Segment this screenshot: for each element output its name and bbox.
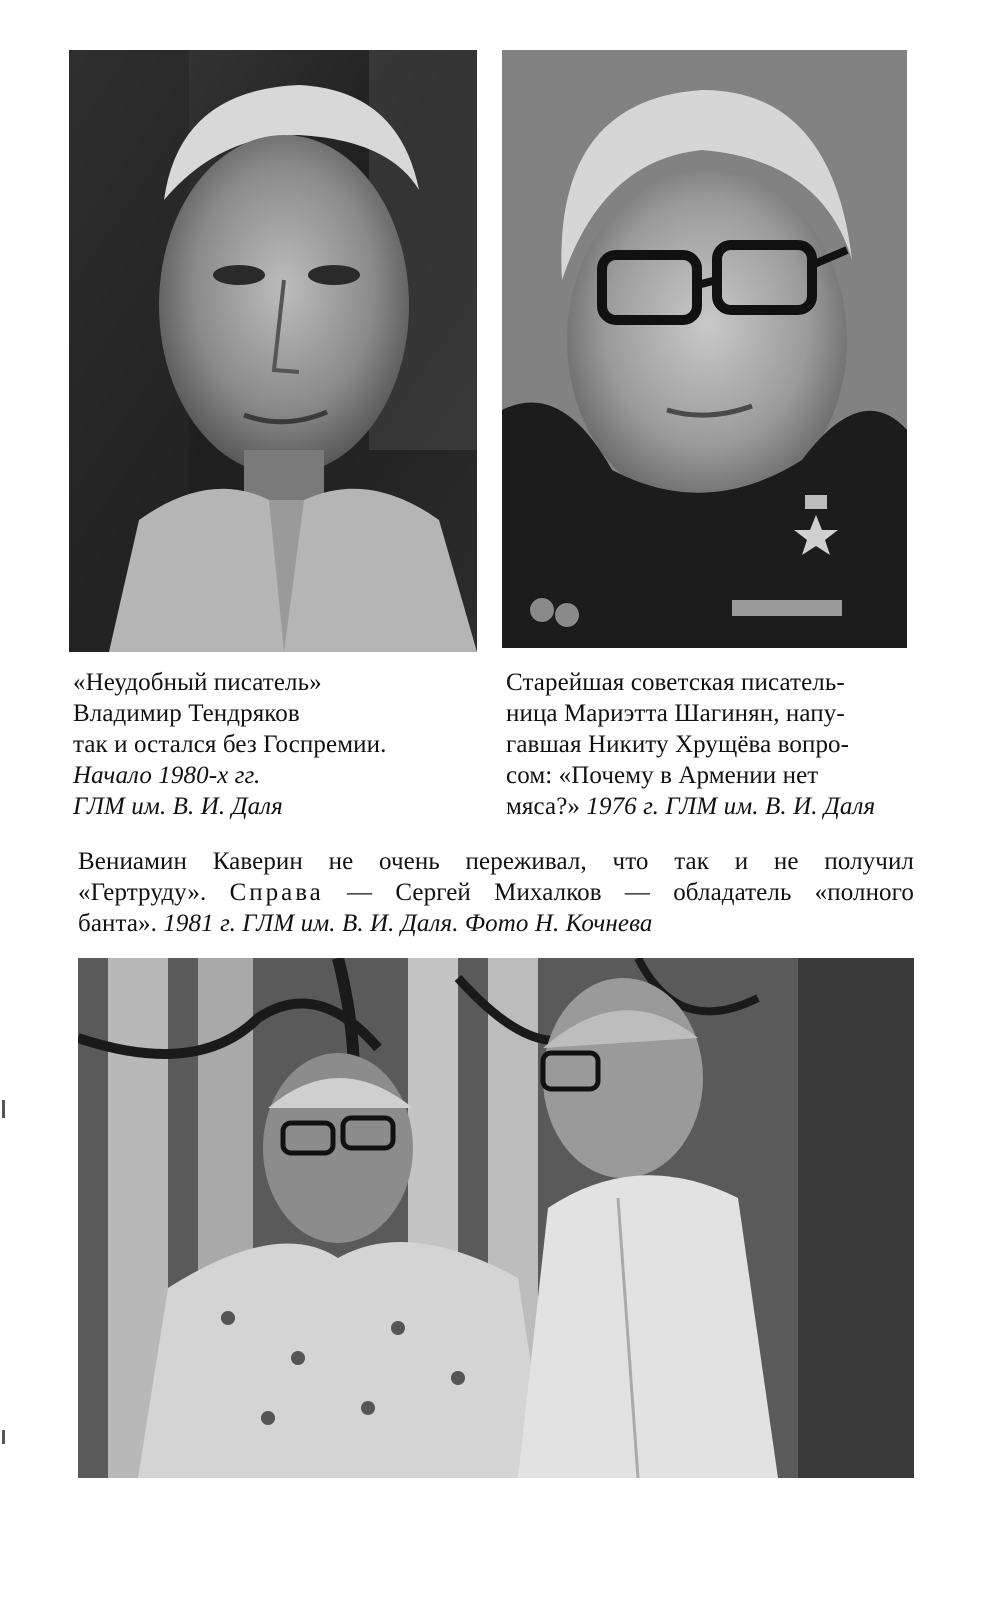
caption-line: ница Мариэтта Шагинян, напу- <box>506 700 845 727</box>
photo-shaginyan <box>502 50 907 648</box>
portrait-shaginyan-image <box>502 50 907 648</box>
caption-tendryakov <box>73 667 483 822</box>
caption-line: Вениамин Каверин не очень переживал, что так и не получил <box>78 848 914 875</box>
caption-line <box>73 760 483 791</box>
caption-shaginyan <box>506 667 926 822</box>
caption-text: «Гертруду». <box>78 879 207 906</box>
caption-line: гавшая Никиту Хрущёва вопро- <box>506 731 850 758</box>
caption-line: «Неудобный писатель» <box>73 669 322 696</box>
photo-tendryakov <box>69 50 477 652</box>
photo-kaverin-mikhalkov-image <box>78 958 914 1478</box>
caption-date: Начало 1980-х гг. <box>73 762 261 789</box>
caption-line: так и остался без Госпремии. <box>73 731 387 758</box>
photo-kaverin-mikhalkov <box>78 958 914 1478</box>
caption-text: мяса?» <box>506 793 581 820</box>
scan-edge-mark <box>2 1430 5 1444</box>
portrait-tendryakov-image <box>69 50 477 652</box>
caption-spaced-word: Справа <box>229 879 324 906</box>
caption-line: Старейшая советская писатель- <box>506 669 845 696</box>
caption-line <box>506 791 926 822</box>
caption-line: сом: «Почему в Армении нет <box>506 762 819 789</box>
caption-source: 1981 г. ГЛМ им. В. И. Даля. Фото Н. Кочнева <box>156 910 653 937</box>
caption-text: — Сергей Михалков — обладатель «полного <box>323 879 914 906</box>
caption-line <box>78 877 914 908</box>
caption-source: ГЛМ им. В. И. Даля <box>73 793 283 820</box>
caption-line: Владимир Тендряков <box>73 700 300 727</box>
scan-edge-mark <box>2 1100 5 1118</box>
caption-source: 1976 г. ГЛМ им. В. И. Даля <box>580 793 876 820</box>
caption-kaverin-mikhalkov <box>78 846 914 939</box>
caption-text: банта». <box>78 910 157 937</box>
caption-line <box>73 791 483 822</box>
caption-line <box>78 908 914 939</box>
